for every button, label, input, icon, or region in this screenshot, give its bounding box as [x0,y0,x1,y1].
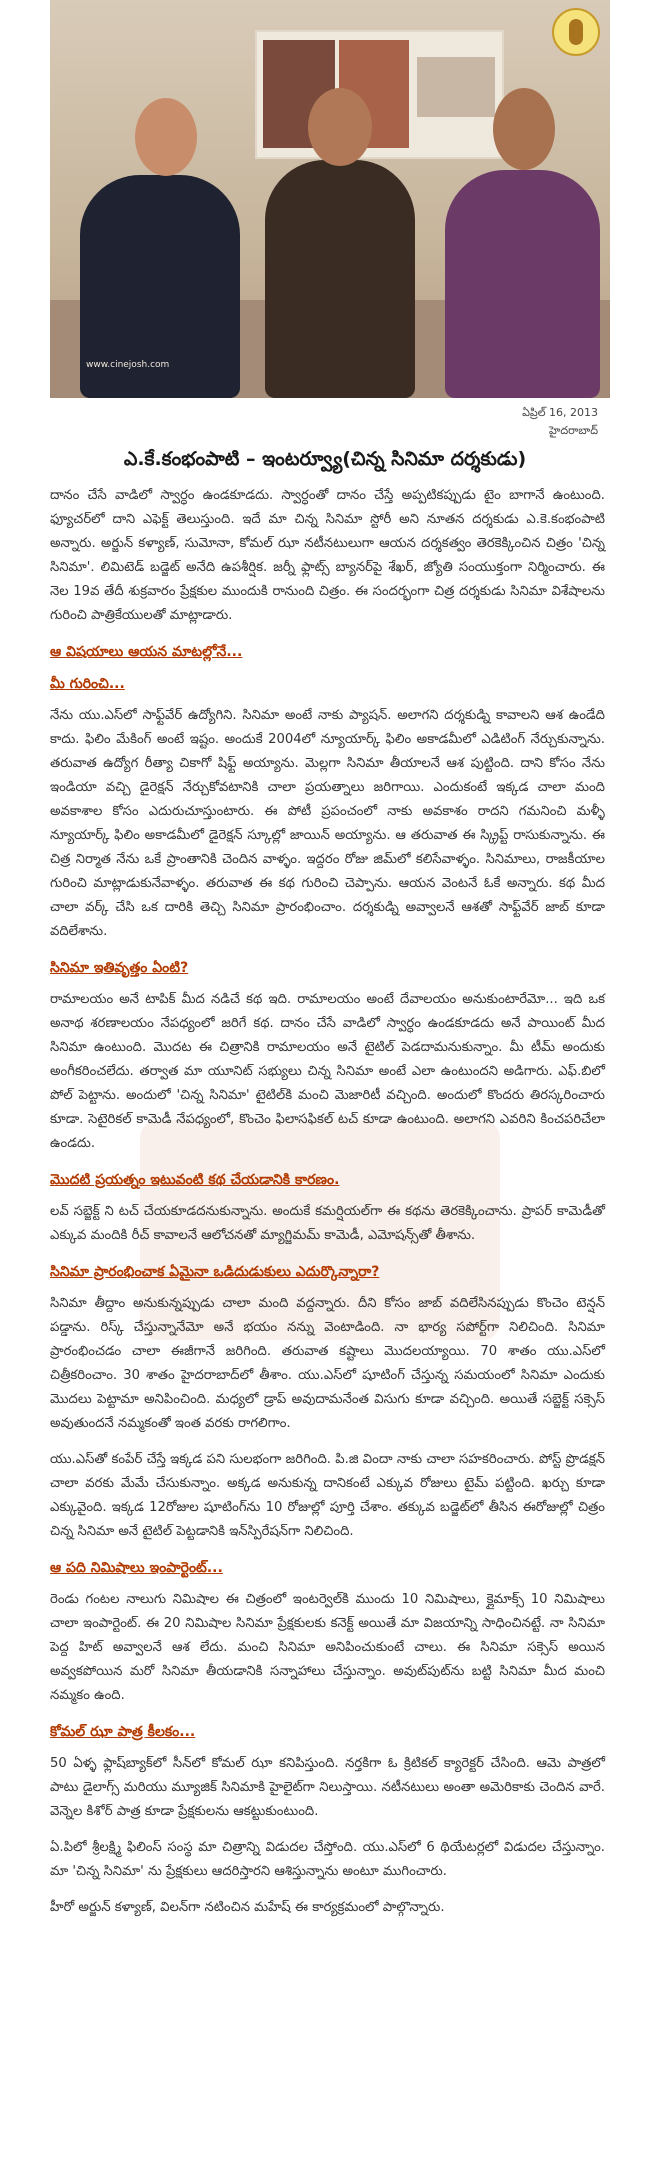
movie-poster [255,30,504,159]
section-heading: మీ గురించి... [50,676,125,692]
article-place: హైదరాబాద్ [549,424,598,437]
section-paragraph: రామాలయం అనే టాపిక్ మీద నడిచే కథ ఇది. రామాలయం అంటే దేవాలయం అనుకుంటారేమో... ఇది ఒక అనాథ శరణాలయం నేపధ్యంలో జరిగే కథ. దానం చేసే వాడిలో స్వార్ధం ఉండకూడదు అనే పాయింట్ మీద సినిమా ఉంటుంది. మొదట ఈ చిత్రానికి రామాలయం అనే టైటిల్ పెడదామనుకున్నాం. మీ టీమ్ అందుకు అంగీకరించలేదు. తర్వాత మా యూనిట్ సభ్యులు చిన్న సినిమా అంటే ఎలా ఉంటుందని అడిగారు. ఎఫ్.బిలో పోల్ పెట్టాను. అందులో 'చిన్న సినిమా' టైటిల్‌కి మంచి మెజారిటీ వచ్చింది. అందులో కొందరు తిరస్కరించారు కూడా. సెటైరికల్ కామెడీ నేపధ్యంలో, కొంచెం ఫిలాసఫికల్ టచ్ కూడా ఉంటుంది. అలాగని ఎవరిని కించపరిచేలా ఉండదు. [50,992,605,1151]
article-photo [50,0,610,398]
article-title: ఎ.కే.కంభంపాటి – ఇంటర్వ్యూ(చిన్న సినిమా దర్శకుడు) [123,448,527,470]
section-heading: ఆ పది నిమిషాలు ఇంపార్టెంట్... [50,1560,223,1576]
section-heading: కోమల్ ఝా పాత్ర కీలకం... [50,1724,196,1740]
section-paragraph: యు.ఎస్‌తో కంపేర్ చేస్తే ఇక్కడ పని సులభంగా జరిగింది. పి.జి విందా నాకు చాలా సహకరించారు. పోస్ట్ ప్రొడక్షన్ చాలా వరకు మేమే చేసుకున్నాం. అక్కడ అనుకున్న దానికంటే ఎక్కువ రోజులు టైమ్ పట్టింది. ఖర్చు కూడా ఎక్కువైంది. ఇక్కడ 12రోజుల షూటింగ్‌ను 10 రోజుల్లో పూర్తి చేశాం. తక్కువ బడ్జెట్‌లో తీసిన ఈరోజుల్లో చిత్రం చిన్న సినిమా అనే టైటిల్ పెట్టడానికి ఇన్‌స్పిరేషన్‌గా నిలిచింది. [50,1452,605,1539]
section-heading: మొదటి ప్రయత్నం ఇటువంటి కథ చేయడానికి కారణం. [50,1172,340,1188]
article-date: ఏప్రిల్ 16, 2013 [522,406,598,419]
section-paragraph: 50 ఏళ్ళ ఫ్లాష్‌బ్యాక్‌లో సీన్‌లో కోమల్ ఝా కనిపిస్తుంది. నర్తకిగా ఓ క్రిటికల్ క్యారెక్టర్ చేసింది. ఆమె పాత్రలో పాటు డైలాగ్స్ మరియు మ్యూజిక్ సినిమాకి హైలైట్‌గా నిలుస్తాయి. నటీనటులు అంతా అమెరికాకు చెందిన వారే. వెన్నెల కిశోర్ పాత్ర కూడా ప్రేక్షకులను ఆకట్టుకుంటుంది. [50,1756,605,1819]
site-logo-icon [552,8,600,56]
article-body [50,484,605,1932]
intro-paragraph: దానం చేసే వాడిలో స్వార్ధం ఉండకూడదు. స్వార్ధంతో దానం చేస్తే అప్పటికప్పుడు టైం బాగానే ఉంటుంది. ఫ్యూచర్‌లో దాని ఎఫెక్ట్ తెలుస్తుంది. ఇదే మా చిన్న సినిమా స్టోరీ అని నూతన దర్శకుడు ఎ.కె.కంభంపాటి అన్నారు. అర్జున్ కళ్యాణ్, సుమోనా, కోమల్ ఝా నటీనటులుగా ఆయన దర్శకత్వం తెరకెక్కించిన చిత్రం 'చిన్న సినిమా'. లిమిటెడ్ బడ్జెట్ అనేది ఉపశీర్షిక. జర్నీ ఫ్లాట్స్ బ్యానర్‌పై శేఖర్, జ్యోతి సంయుక్తంగా నిర్మించారు. ఈ నెల 19వ తేదీ శుక్రవారం ప్రేక్షకుల ముందుకి రానుంది చిత్రం. ఈ సందర్భంగా చిత్ర దర్శకుడు సినిమా విశేషాలను గురించి పాత్రికేయులతో మాట్లాడారు. [50,488,605,623]
section-paragraph: నేను యు.ఎస్‌లో సాఫ్ట్‌వేర్ ఉద్యోగిని. సినిమా అంటే నాకు ప్యాషన్. అలాగని దర్శకుడ్ని కావాలని ఆశ ఉండేది కాదు. ఫిలిం మేకింగ్ అంటే ఇష్టం. అందుకే 2004లో న్యూయార్క్ ఫిలిం అకాడమీలో ఎడిటింగ్ నేర్చుకున్నాను. తరువాత ఉద్యోగ రీత్యా చికాగో షిఫ్ట్ అయ్యాను. మెల్లగా సినిమా తీయాలనే ఆశ పుట్టింది. దాని కోసం నేను ఇండియా వచ్చి డైరెక్షన్ నేర్చుకోవటానికి చాలా ప్రయత్నాలు జరిగాయి. ఎందుకంటే ఇక్కడ చాలా మంది అవకాశాల కోసం ఎదురుచూస్తుంటారు. ఈ పోటీ ప్రపంచంలో నాకు అవకాశం రాదని గమనించి మళ్ళీ న్యూయార్క్ ఫిలిం అకాడమీలో డైరెక్షన్ స్కూల్లో జాయిన్ అయ్యాను. ఆ తరువాత ఈ స్క్రిప్ట్ రాసుకున్నాను. ఈ చిత్ర నిర్మాత నేను ఒకే ప్రాంతానికి చెందిన వాళ్ళం. ఇద్దరం రోజు జిమ్‌లో కలిసేవాళ్ళం. సినిమాలు, రాజకీయాల గురించి మాట్లాడుకునేవాళ్ళం. తరువాత ఈ కథ గురించి చెప్పాను. ఆయన వెంటనే ఓకే అన్నారు. కథ మీద చాలా వర్క్ చేసి ఒక దారికి తెచ్చి సినిమా ప్రారంభించాం. దర్శకుడ్ని అవ్వాలనే ఆశతో సాఫ్ట్‌వేర్ జాబ్ కూడా వదిలేశాను. [50,708,605,939]
section-paragraph: సినిమా తీద్దాం అనుకున్నప్పుడు చాలా మంది వద్దన్నారు. దీని కోసం జాబ్ వదిలేసినప్పుడు కొంచెం టెన్షన్ పడ్డాను. రిస్క్ చేస్తున్నానేమో అనే భయం నన్ను వెంటాడింది. నా భార్య సపోర్ట్‌గా నిలిచింది. సినిమా ప్రారంభించడం చాలా ఈజీగానే జరిగింది. తరువాత కష్టాలు మొదలయ్యాయి. 70 శాతం యు.ఎస్‌లో చిత్రీకరించాం. 30 శాతం హైదరాబాద్‌లో తీశాం. యు.ఎస్‌లో షూటింగ్ చేస్తున్న సమయంలో సినిమా ఎందుకు మొదలు పెట్టామా అనిపించింది. మధ్యలో డ్రాప్ అవుదామనేంత విసుగు కూడా వచ్చింది. అయితే సబ్జెక్ట్ సక్సెస్ అవుతుందనే నమ్మకంతో ఇంత వరకు రాగలిగాం. [50,1296,605,1431]
lead-heading: ఆ విషయాలు ఆయన మాటల్లోనే... [50,644,243,660]
section-paragraph: లవ్ సబ్జెక్ట్ ని టచ్ చేయకూడదనుకున్నాను. అందుకే కమర్షియల్‌గా ఈ కథను తెరకెక్కించాను. ప్రాపర్ కామెడీతో ఎక్కువ మందికి రీచ్ కావాలనే ఆలోచనతో మ్యాగ్జిమమ్ కామెడీ, ఎమోషన్స్‌తో తీశాను. [50,1204,605,1243]
section-paragraph: హీరో అర్జున్ కళ్యాణ్, విలన్‌గా నటించిన మహేష్ ఈ కార్యక్రమంలో పాల్గొన్నారు. [50,1900,445,1915]
person-middle [265,160,415,398]
person-right [445,170,600,398]
section-heading: సినిమా ఇతివృత్తం ఏంటి? [50,960,189,976]
section-heading: సినిమా ప్రారంభించాక ఏమైనా ఒడిదుడుకులు ఎదుర్కొన్నారా? [50,1264,380,1280]
section-paragraph: రెండు గంటల నాలుగు నిమిషాల ఈ చిత్రంలో ఇంటర్వెల్‌కి ముందు 10 నిమిషాలు, క్లైమాక్స్ 10 నిమిషాలు చాలా ఇంపార్టెంట్. ఈ 20 నిమిషాల సినిమా ప్రేక్షకులకు కనెక్ట్ అయితే మా విజయాన్ని సాధించినట్టే. నా సినిమా పెద్ద హిట్ అవ్వాలనే ఆశ లేదు. మంచి సినిమా అనిపించుకుంటే చాలు. ఈ సినిమా సక్సెస్ అయిన అవ్వకపోయిన మరో సినిమా తీయడానికి సన్నాహాలు చేస్తున్నాం. అవుట్‌పుట్‌ను బట్టి సినిమా మీద మంచి నమ్మకం ఉంది. [50,1592,605,1703]
photo-watermark: www.cinejosh.com [86,360,170,370]
section-paragraph: ఏ.పిలో శ్రీలక్ష్మి ఫిలింస్ సంస్థ మా చిత్రాన్ని విడుదల చేస్తోంది. యు.ఎస్‌లో 6 థియేటర్లలో విడుదల చేస్తున్నాం. మా 'చిన్న సినిమా' ను ప్రేక్షకులు ఆదరిస్తారని ఆశిస్తున్నాను అంటూ ముగించారు. [50,1840,605,1879]
